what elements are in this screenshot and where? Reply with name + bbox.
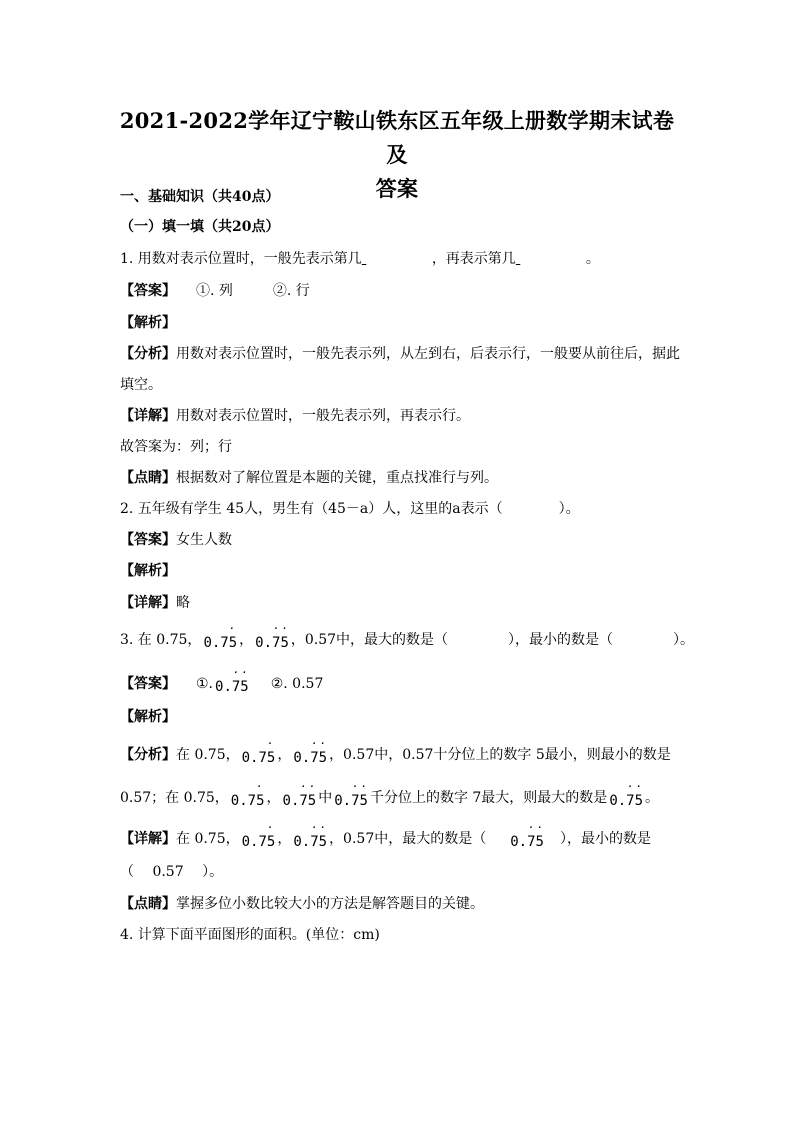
question-4: 4. 计算下面平面图形的面积。(单位：cm) (120, 927, 380, 943)
repeating-decimal: ·· 0.75 (609, 780, 645, 809)
repeating-decimal: · 0.75 (203, 622, 238, 651)
title-line-1: 2021-2022学年辽宁鞍山铁东区五年级上册数学期末试卷及 (119, 108, 675, 167)
repeating-decimal: · 0.75 (241, 737, 276, 766)
answer-row: 【答案】女生人数 (120, 532, 232, 548)
answer-row: 【答案】 ①. ·· 0.75 ②. 0.57 (120, 666, 324, 695)
detail-text: 【详解】在 0.75， · 0.75 ， ·· 0.75 ，0.57中，最大的数是（ ·· 0.75 ），最小的数是 (120, 821, 651, 850)
analysis-text: 【分析】在 0.75， · 0.75 ， ·· 0.75 ，0.57中，0.57十分位上的数字 5最小，则最小的数是 (120, 737, 671, 766)
analysis-label: 【解析】 (120, 315, 176, 331)
subsection-heading: （一）填一填（共20点） (120, 219, 280, 235)
repeating-decimal: ·· 0.75 (282, 780, 318, 809)
answer-blank (362, 250, 432, 268)
analysis-label: 【解析】 (120, 709, 176, 725)
repeating-decimal: ·· 0.75 (255, 622, 290, 651)
key-point-text: 【点睛】掌握多位小数比较大小的方法是解答题目的关键。 (120, 896, 484, 912)
answer-row: 【答案】 ①. 列 ②. 行 (120, 283, 310, 299)
detail-text: 【详解】用数对表示位置时，一般先表示列，再表示行。 (120, 408, 470, 424)
detail-text: 【详解】略 (120, 595, 190, 611)
section-heading: 一、基础知识（共40点） (120, 189, 280, 205)
key-point-text: 【点睛】根据数对了解位置是本题的关键，重点找准行与列。 (120, 470, 498, 486)
repeating-decimal: ·· 0.75 (293, 737, 329, 766)
analysis-text: 【分析】用数对表示位置时，一般先表示列，从左到右，后表示行，一般要从前往后，据此 (120, 346, 680, 362)
repeating-decimal: ·· 0.75 (334, 780, 369, 809)
analysis-text-cont: 0.57；在 0.75， · 0.75 ， ·· 0.75 中 ·· 0.75 千分位上的数字 7最大，则最大的数是 ·· 0.75 。 (120, 780, 660, 809)
repeating-decimal: ·· 0.75 (215, 666, 250, 695)
repeating-decimal: · 0.75 (230, 780, 265, 809)
answer-blank (516, 250, 586, 268)
repeating-decimal: · 0.75 (241, 821, 276, 850)
repeating-decimal: ·· 0.75 (510, 821, 545, 850)
question-1: 1. 用数对表示位置时，一般先表示第几 ，再表示第几 。 (120, 251, 600, 267)
analysis-text-cont: 填空。 (120, 377, 162, 393)
repeating-decimal: ·· 0.75 (293, 821, 329, 850)
detail-text-cont: （ 0.57 ）。 (120, 864, 224, 880)
title-line-2: 答案 (375, 176, 419, 201)
question-3: 3. 在 0.75， · 0.75 ， ·· 0.75 ，0.57中，最大的数是（ ），最小的数是（ ）。 (120, 622, 695, 651)
question-2: 2. 五年级有学生 45人，男生有（45－a）人，这里的a表示（ ）。 (120, 501, 580, 517)
analysis-label: 【解析】 (120, 563, 176, 579)
conclusion-text: 故答案为：列；行 (120, 439, 232, 455)
